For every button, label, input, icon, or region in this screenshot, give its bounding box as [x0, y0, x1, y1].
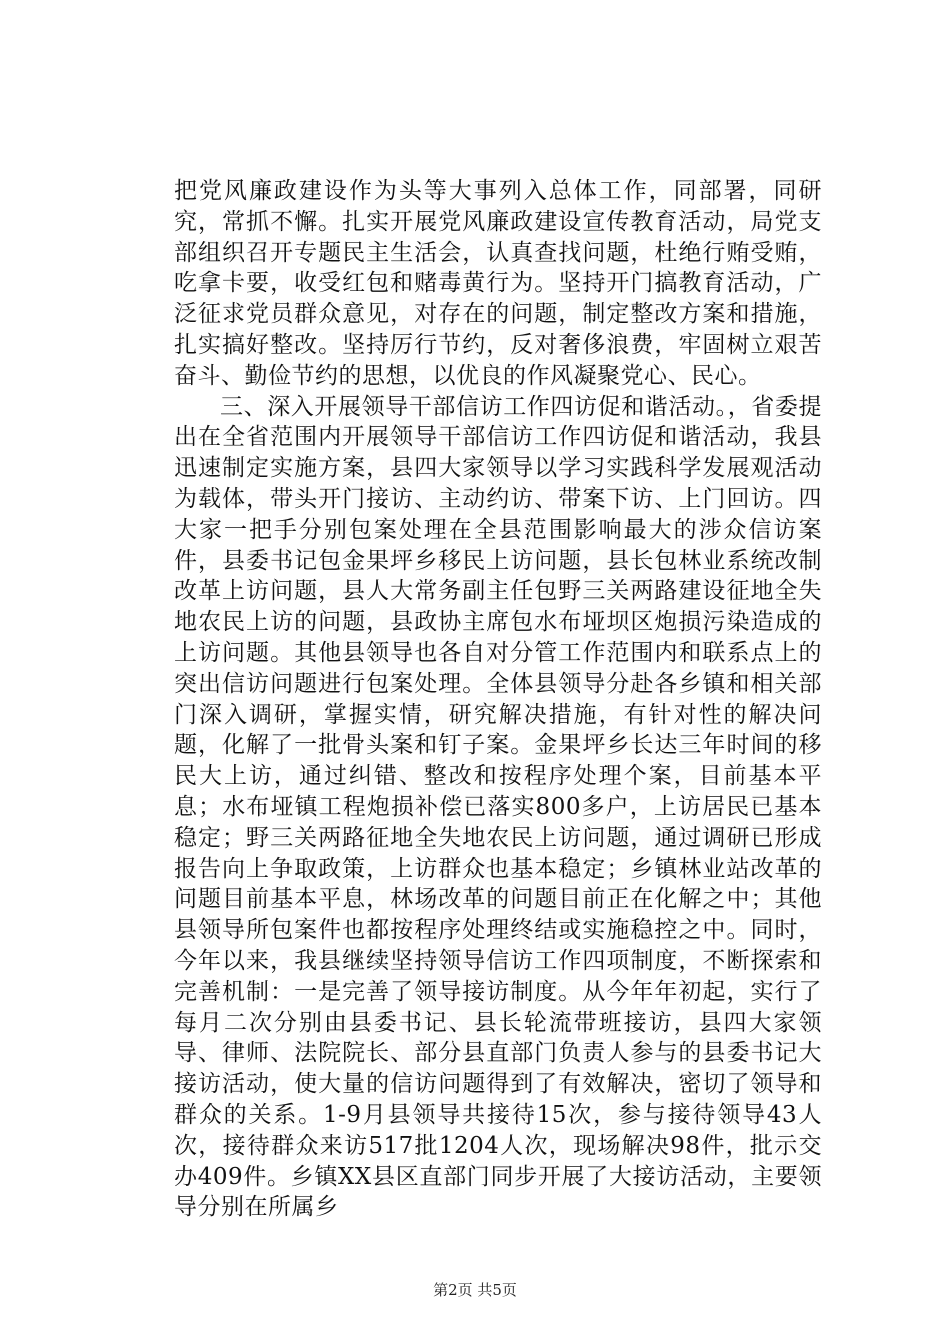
paragraph-petition-activity: 三、深入开展领导干部信访工作四访促和谐活动。，省委提出在全省范围内开展领导干部信访工作四访促和谐活动，我县迅速制定实施方案，县四大家领导以学习实践科学发展观活动为载体，带头开门接访、主动约访、带案下访、上门回访。四大家一把手分别包案处理在全县范围影响最大的涉众信访案件，县委书记包金果坪乡移民上访问题，县长包林业系统改制改革上访问题，县人大常务副主任包野三关两路建设征地全失地农民上访的问题，县政协主席包水布垭坝区炮损污染造成的上访问题。其他县领导也各自对分管工作范围内和联系点上的突出信访问题进行包案处理。全体县领导分赴各乡镇和相关部门深入调研，掌握实情，研究解决措施，有针对性的解决问题，化解了一批骨头案和钉子案。金果坪乡长达三年时间的移民大上访，通过纠错、整改和按程序处理个案，目前基本平息；水布垭镇工程炮损补偿已落实800多户，上访居民已基本稳定；野三关两路征地全失地农民上访问题，通过调研已形成报告向上争取政策，上访群众也基本稳定；乡镇林业站改革的问题目前基本平息，林场改革的问题目前正在化解之中；其他县领导所包案件也都按程序处理终结或实施稳控之中。同时，今年以来，我县继续坚持领导信访工作四项制度，不断探索和完善机制：一是完善了领导接访制度。从今年年初起，实行了每月二次分别由县委书记、县长轮流带班接访，县四大家领导、律师、法院院长、部分县直部门负责人参与的县委书记大接访活动，使大量的信访问题得到了有效解决，密切了领导和群众的关系。1-9月县领导共接待15次，参与接待领导43人次，接待群众来访517批1204人次，现场解决98件，批示交办409件。乡镇XX县区直部门同步开展了大接访活动，主要领导分别在所属乡 — [174, 393, 822, 1221]
page-footer: 第2页 共5页 — [433, 1281, 517, 1299]
paragraph-party-conduct: 把党风廉政建设作为头等大事列入总体工作，同部署，同研究，常抓不懈。扎实开展党风廉政建设宣传教育活动，局党支部组织召开专题民主生活会，认真查找问题，杜绝行贿受贿，吃拿卡要，收受红包和赌毒黄行为。坚持开门搞教育活动，广泛征求党员群众意见，对存在的问题，制定整改方案和措施，扎实搞好整改。坚持厉行节约，反对奢侈浪费，牢固树立艰苦奋斗、勤俭节约的思想，以优良的作风凝聚党心、民心。 — [174, 178, 822, 389]
body-text — [174, 176, 822, 1223]
